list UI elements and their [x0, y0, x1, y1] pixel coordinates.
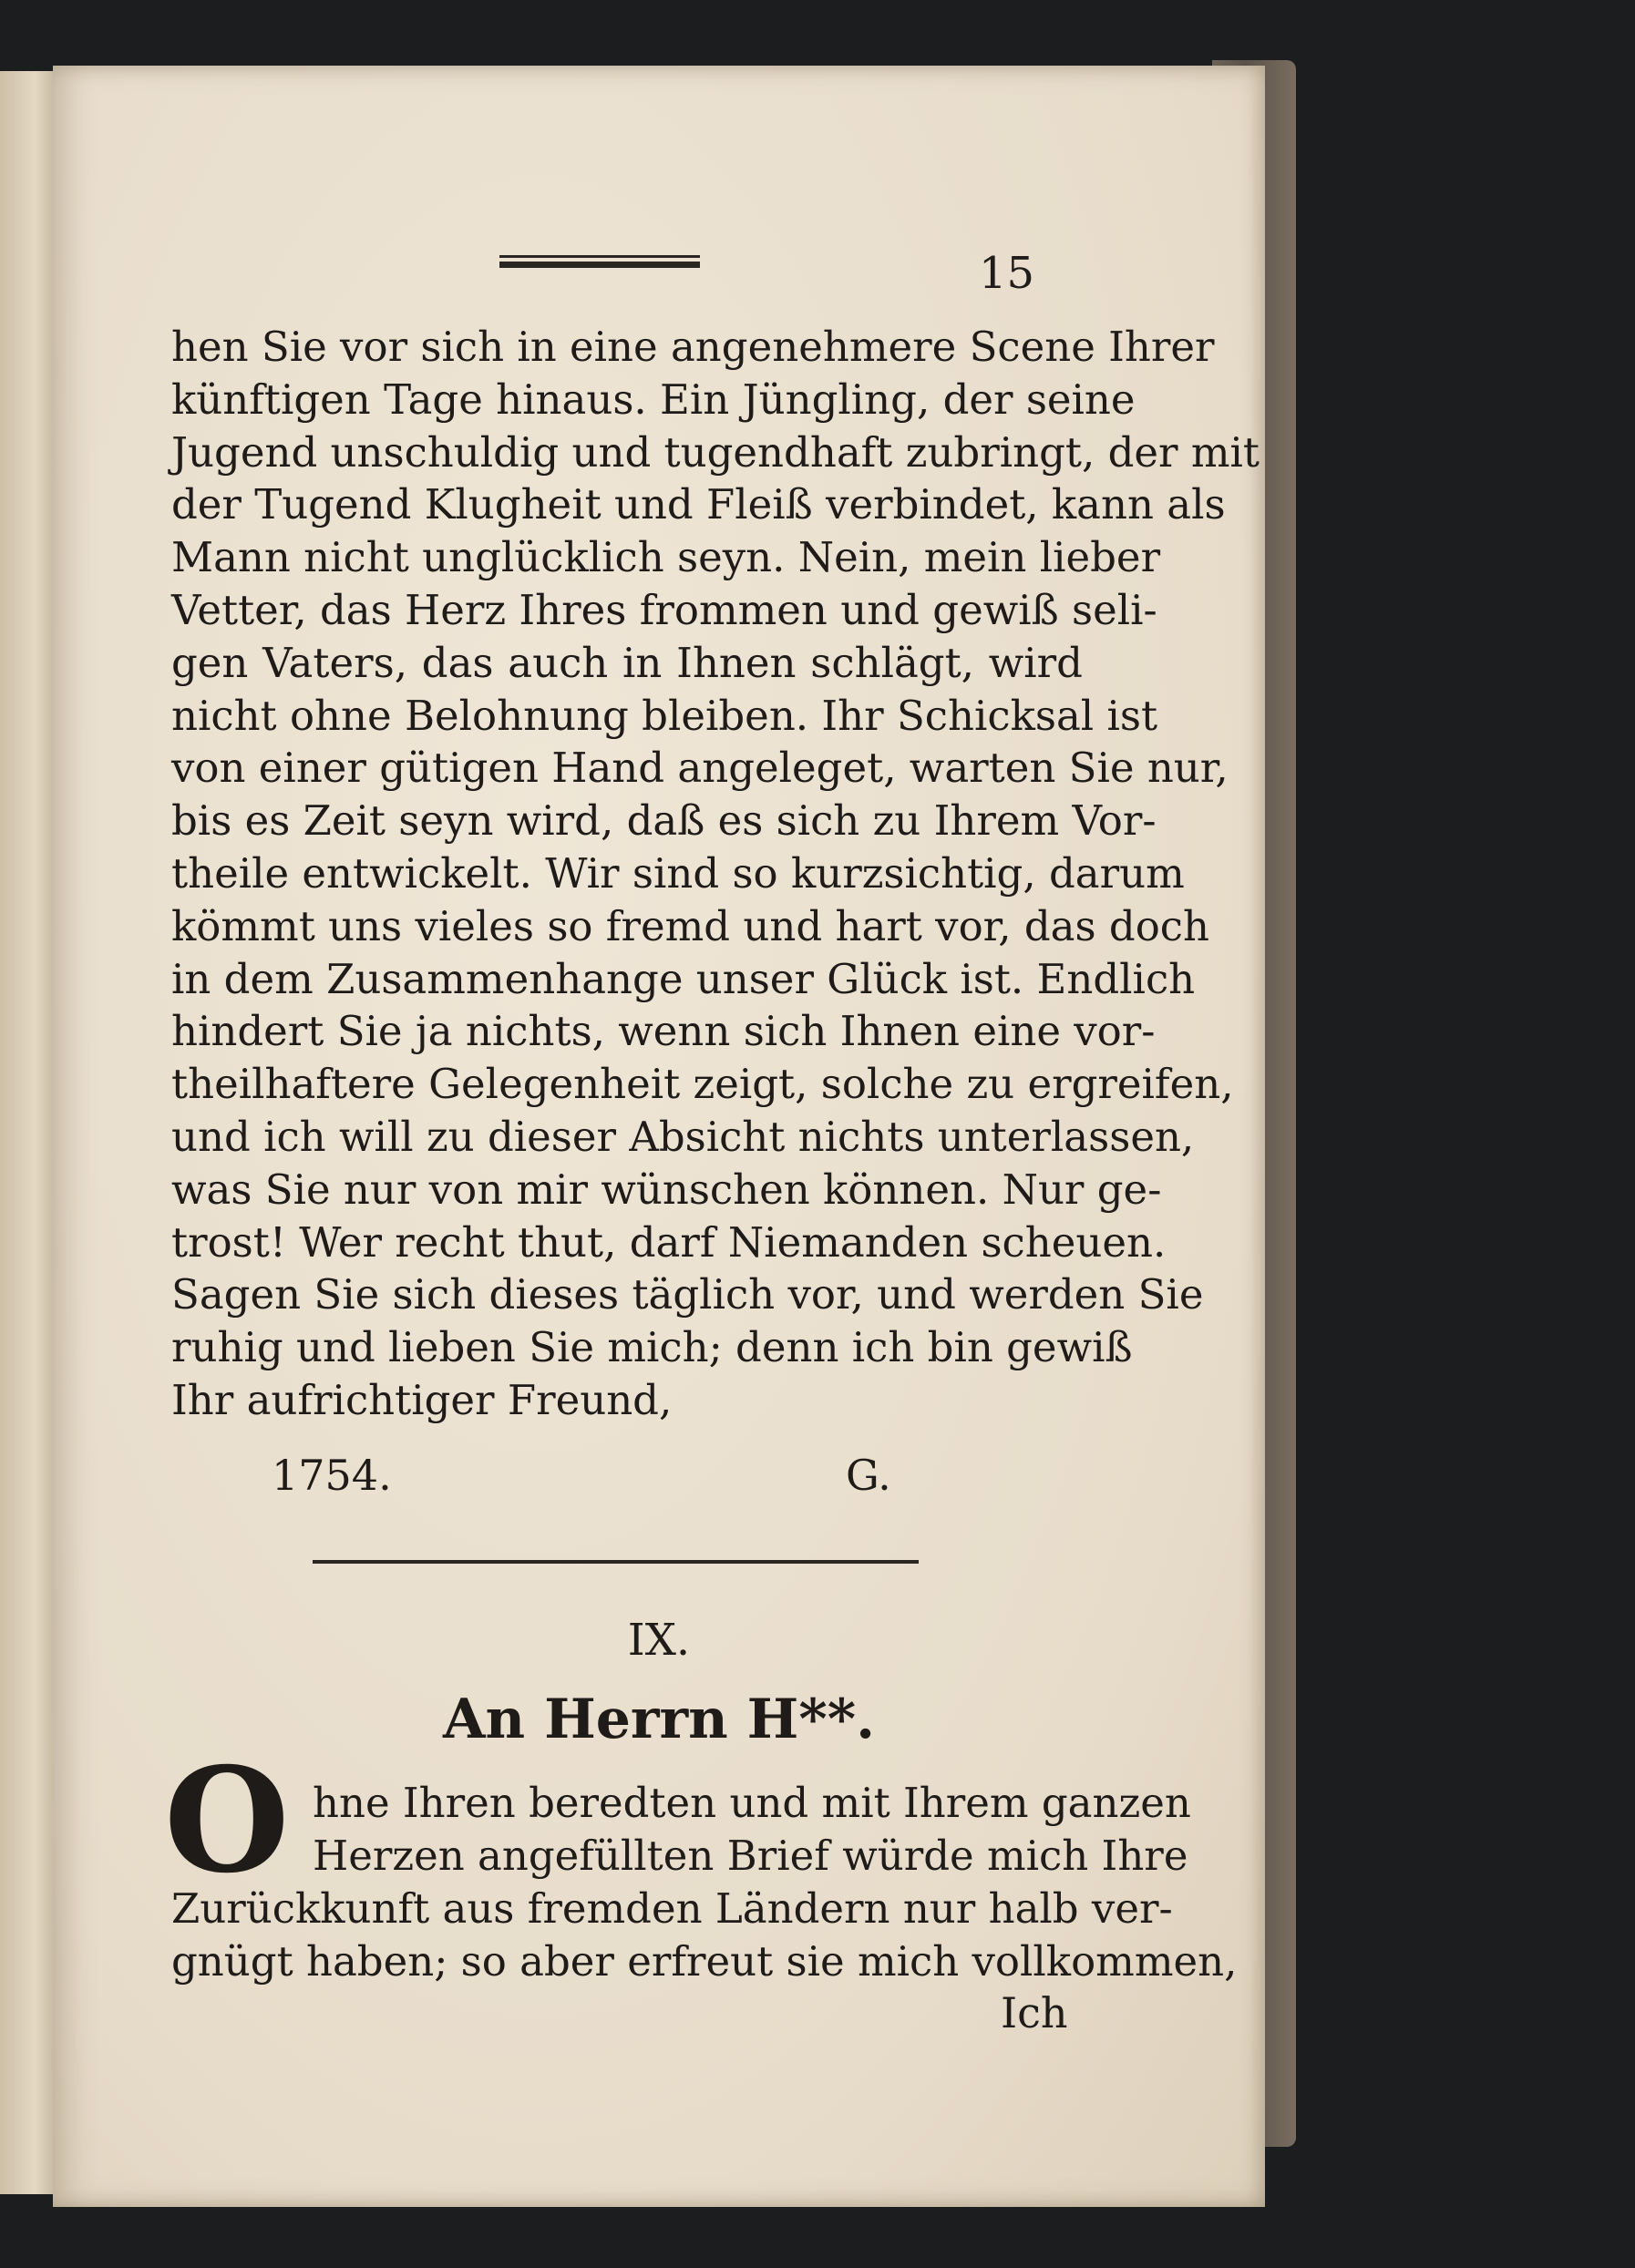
- text-line: gnügt haben; so aber erfreut sie mich vollkommen,: [171, 1937, 1238, 1986]
- page-number: 15: [979, 248, 1035, 299]
- text-line: Vetter, das Herz Ihres frommen und gewiß seli-: [171, 585, 1157, 634]
- new-letter-text: [171, 1777, 1238, 1988]
- letter-body-text: [171, 321, 1260, 1427]
- text-line: trost! Wer recht thut, darf Niemanden scheuen.: [171, 1217, 1167, 1267]
- section-divider-rule: [313, 1560, 919, 1564]
- text-line: gen Vaters, das auch in Ihnen schlägt, wird: [171, 638, 1083, 687]
- text-line: Zurückkunft aus fremden Ländern nur halb ver-: [171, 1884, 1173, 1933]
- text-line: der Tugend Klugheit und Fleiß verbindet, kann als: [171, 480, 1226, 529]
- text-line: Sagen Sie sich dieses täglich vor, und werden Sie: [171, 1270, 1204, 1319]
- text-line: in dem Zusammenhange unser Glück ist. Endlich: [171, 954, 1196, 1003]
- text-line: Herzen angefüllten Brief würde mich Ihre: [313, 1832, 1188, 1880]
- catchword: Ich: [1001, 1988, 1068, 2037]
- text-line: ruhig und lieben Sie mich; denn ich bin gewiß: [171, 1323, 1133, 1372]
- section-title: An Herrn H**.: [443, 1688, 875, 1751]
- text-line: was Sie nur von mir wünschen können. Nur ge-: [171, 1165, 1162, 1214]
- closing-year: 1754.: [272, 1451, 392, 1500]
- text-line: hindert Sie ja nichts, wenn sich Ihnen eine vor-: [171, 1007, 1156, 1056]
- text-line: hne Ihren beredten und mit Ihrem ganzen: [313, 1779, 1191, 1827]
- text-line: Jugend unschuldig und tugendhaft zubringt, der mit: [171, 427, 1260, 477]
- drop-cap: O: [164, 1737, 290, 1905]
- text-line: und ich will zu dieser Absicht nichts unterlassen,: [171, 1112, 1195, 1161]
- text-line: von einer gütigen Hand angeleget, warten Sie nur,: [171, 744, 1229, 793]
- header-double-rule: [499, 255, 700, 268]
- text-line: Mann nicht unglücklich seyn. Nein, mein lieber: [171, 533, 1161, 582]
- text-line: hen Sie vor sich in eine angenehmere Scene Ihrer: [171, 323, 1215, 371]
- text-line: nicht ohne Belohnung bleiben. Ihr Schicksal ist: [171, 691, 1158, 740]
- text-line: theile entwickelt. Wir sind so kurzsichtig, darum: [171, 848, 1185, 898]
- text-line: künftigen Tage hinaus. Ein Jüngling, der seine: [171, 375, 1136, 424]
- text-line: bis es Zeit seyn wird, daß es sich zu Ihrem Vor-: [171, 796, 1157, 846]
- section-number: IX.: [627, 1615, 691, 1666]
- text-line: kömmt uns vieles so fremd und hart vor, das doch: [171, 901, 1209, 950]
- text-line: Ihr aufrichtiger Freund,: [171, 1375, 673, 1424]
- text-line: theilhaftere Gelegenheit zeigt, solche zu ergreifen,: [171, 1060, 1234, 1109]
- book-page: [53, 66, 1265, 2207]
- closing-initial: G.: [846, 1451, 891, 1500]
